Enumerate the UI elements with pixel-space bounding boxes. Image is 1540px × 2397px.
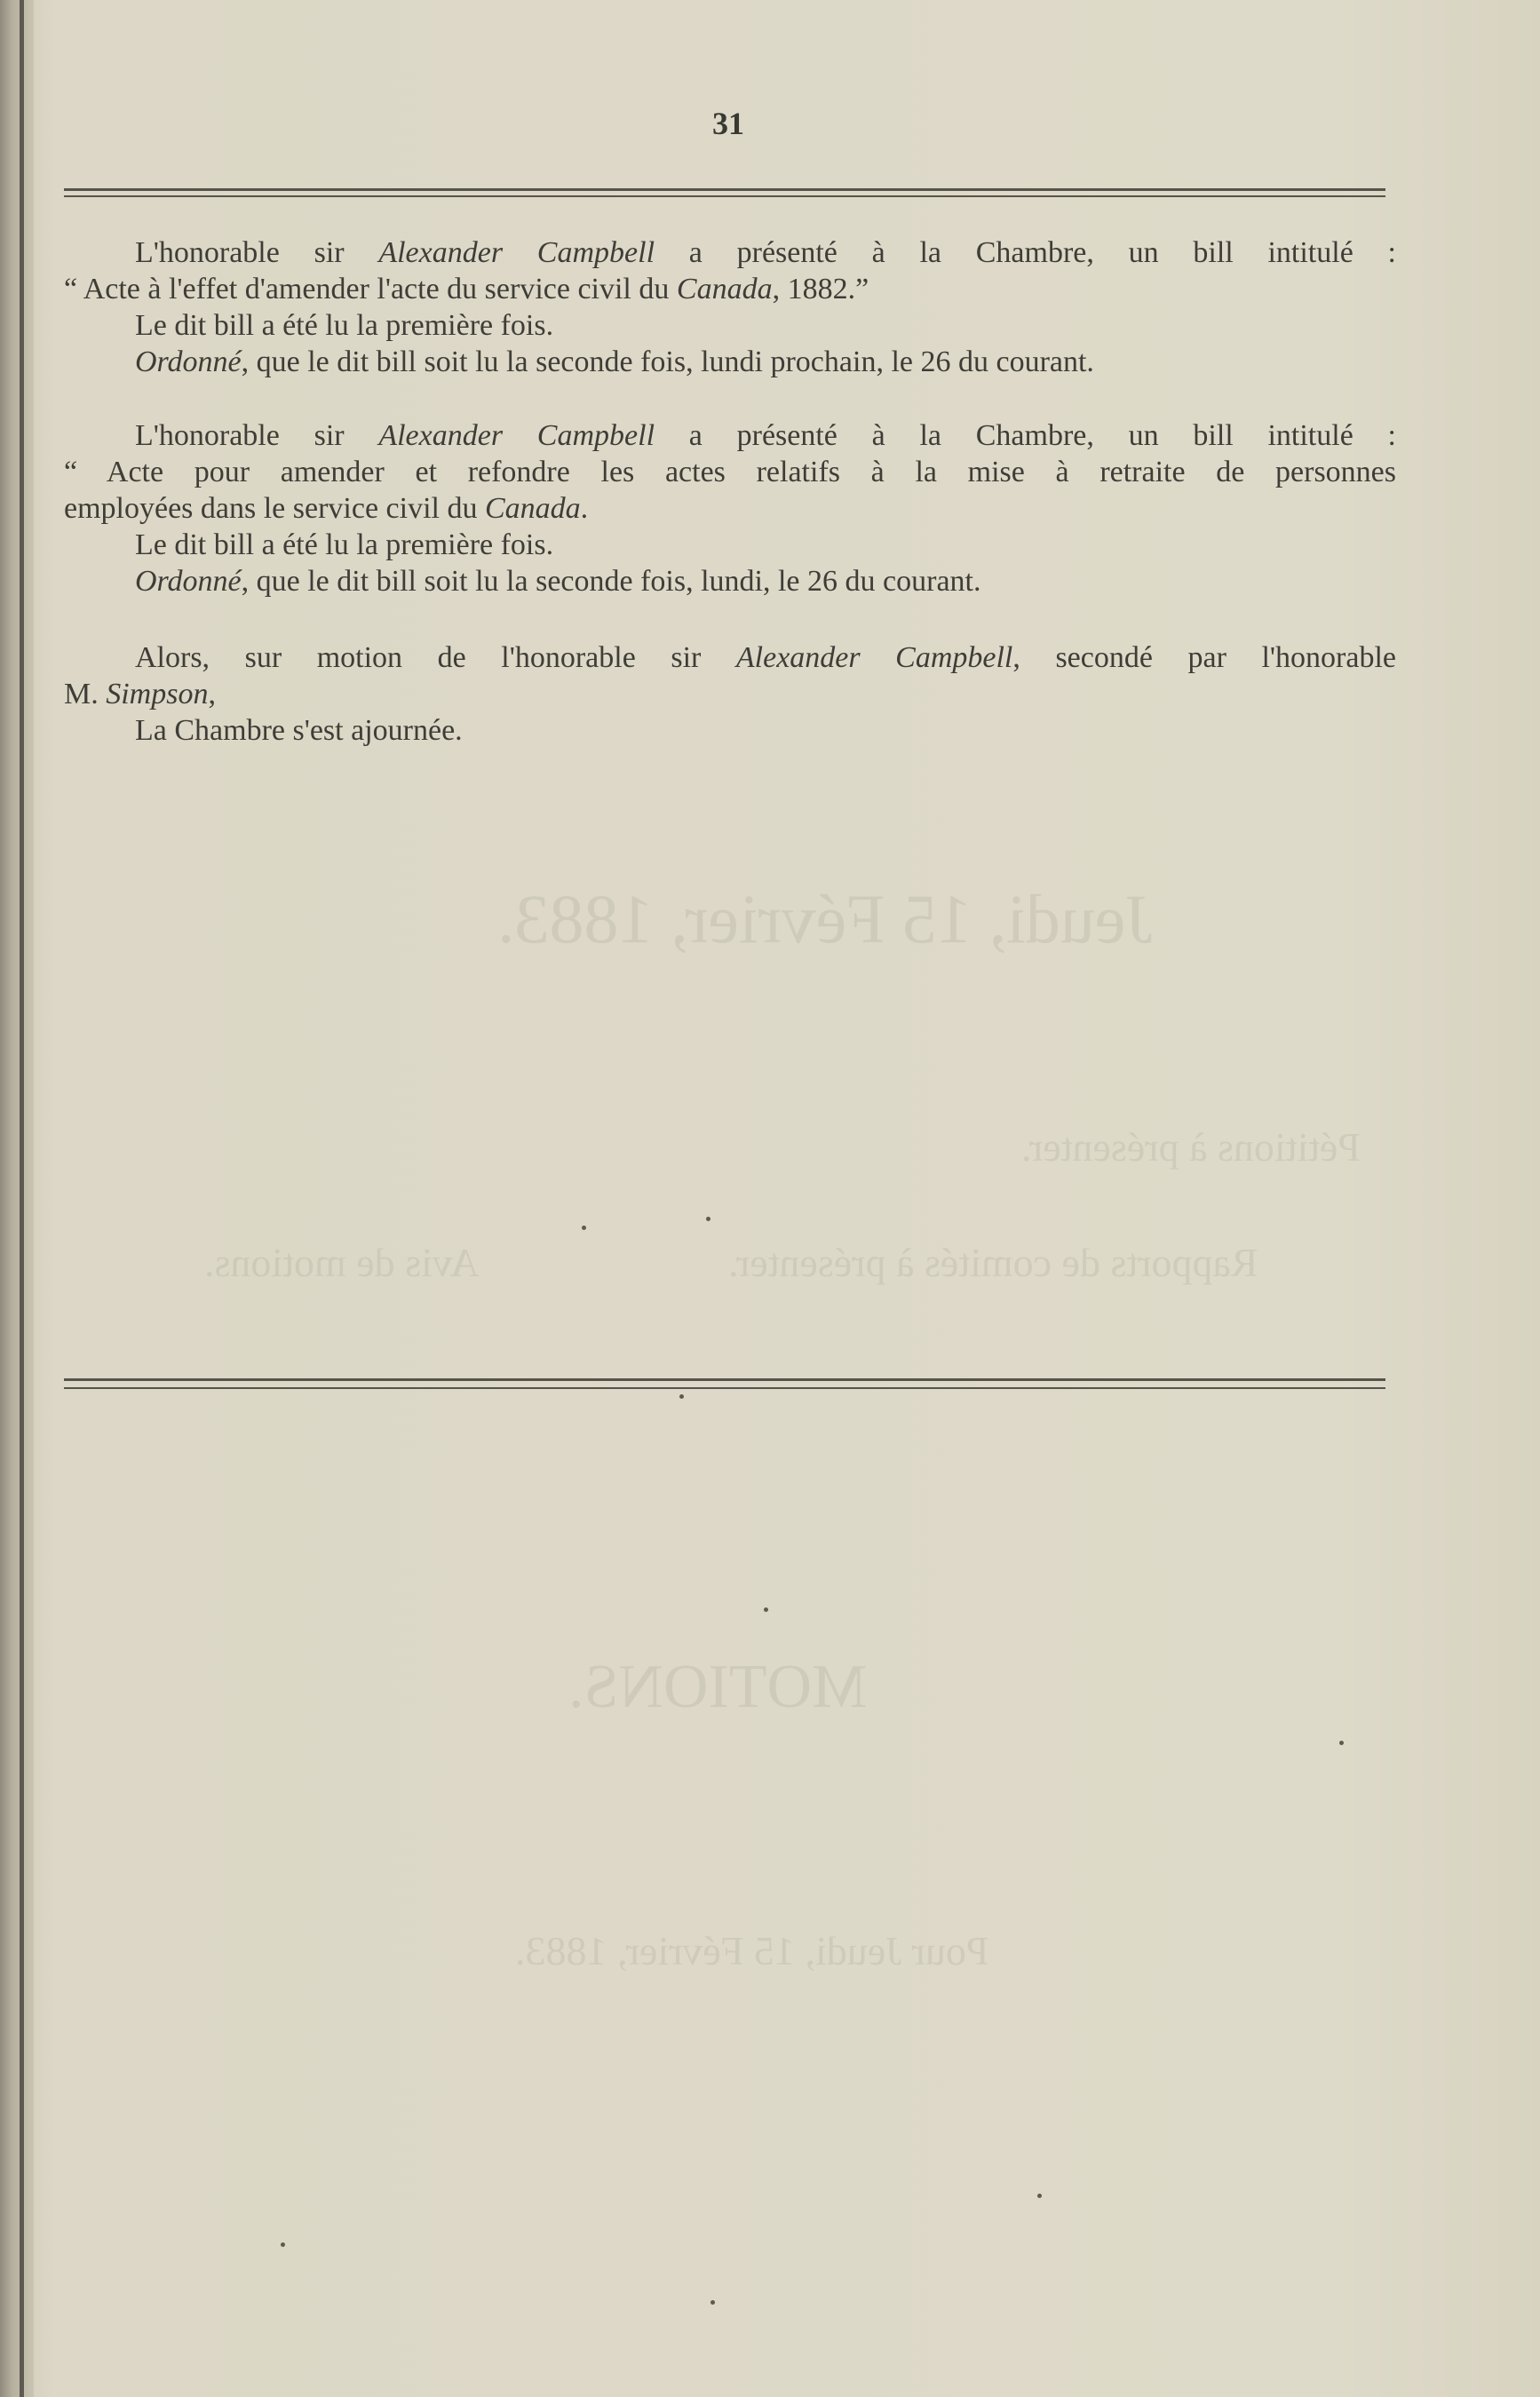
binding-shadow-line: [20, 0, 24, 2397]
text-line: “ Acte pour amender et refondre les actes relatifs à la mise à retraite de personnes: [64, 456, 1396, 488]
text-line: La Chambre s'est ajournée.: [135, 714, 463, 747]
paragraph-adjournment: [64, 639, 1396, 749]
header-rule: [64, 195, 1385, 197]
paper-speck: [764, 1607, 768, 1612]
paper-speck: [582, 1226, 586, 1230]
paper-speck: [281, 2242, 285, 2247]
paragraph-bill-civil-service: [64, 234, 1396, 380]
header-rule: [64, 188, 1385, 191]
page-number: 31: [712, 106, 744, 141]
show-through-heading: Avis de motions.: [204, 1240, 480, 1285]
show-through-heading: MOTIONS.: [568, 1653, 868, 1721]
binding-edge: [0, 0, 34, 2397]
show-through-heading: Pétitions à présenter.: [1021, 1124, 1361, 1170]
text-line: L'honorable sir Alexander Campbell a présenté à la Chambre, un bill intitulé :: [135, 419, 1396, 452]
text-line: Ordonné, que le dit bill soit lu la seconde fois, lundi, le 26 du courant.: [135, 565, 981, 598]
paper-speck: [1037, 2194, 1042, 2198]
paper-speck: [706, 1217, 710, 1221]
show-through-heading: Jeudi, 15 Février, 1883.: [497, 880, 1153, 957]
text-line: M. Simpson,: [64, 678, 216, 710]
footer-rule: [64, 1387, 1385, 1389]
paper-speck: [710, 2300, 715, 2305]
paper-speck: [679, 1394, 684, 1399]
show-through-heading: Rapports de comités à présenter.: [728, 1240, 1258, 1285]
text-line: L'honorable sir Alexander Campbell a présenté à la Chambre, un bill intitulé :: [135, 236, 1396, 269]
text-line: Alors, sur motion de l'honorable sir Alexander Campbell, secondé par l'honorable: [135, 641, 1396, 674]
text-line: Ordonné, que le dit bill soit lu la seconde fois, lundi prochain, le 26 du courant.: [135, 345, 1094, 378]
footer-rule: [64, 1378, 1385, 1381]
text-line: employées dans le service civil du Canada.: [64, 492, 589, 525]
paragraph-bill-retirement: [64, 417, 1396, 599]
text-line: Le dit bill a été lu la première fois.: [135, 528, 554, 561]
show-through-heading: Pour Jeudi, 15 Février, 1883.: [515, 1928, 989, 1973]
text-line: Le dit bill a été lu la première fois.: [135, 309, 554, 342]
text-line: “ Acte à l'effet d'amender l'acte du service civil du Canada, 1882.”: [64, 273, 869, 306]
paper-speck: [1339, 1741, 1344, 1745]
